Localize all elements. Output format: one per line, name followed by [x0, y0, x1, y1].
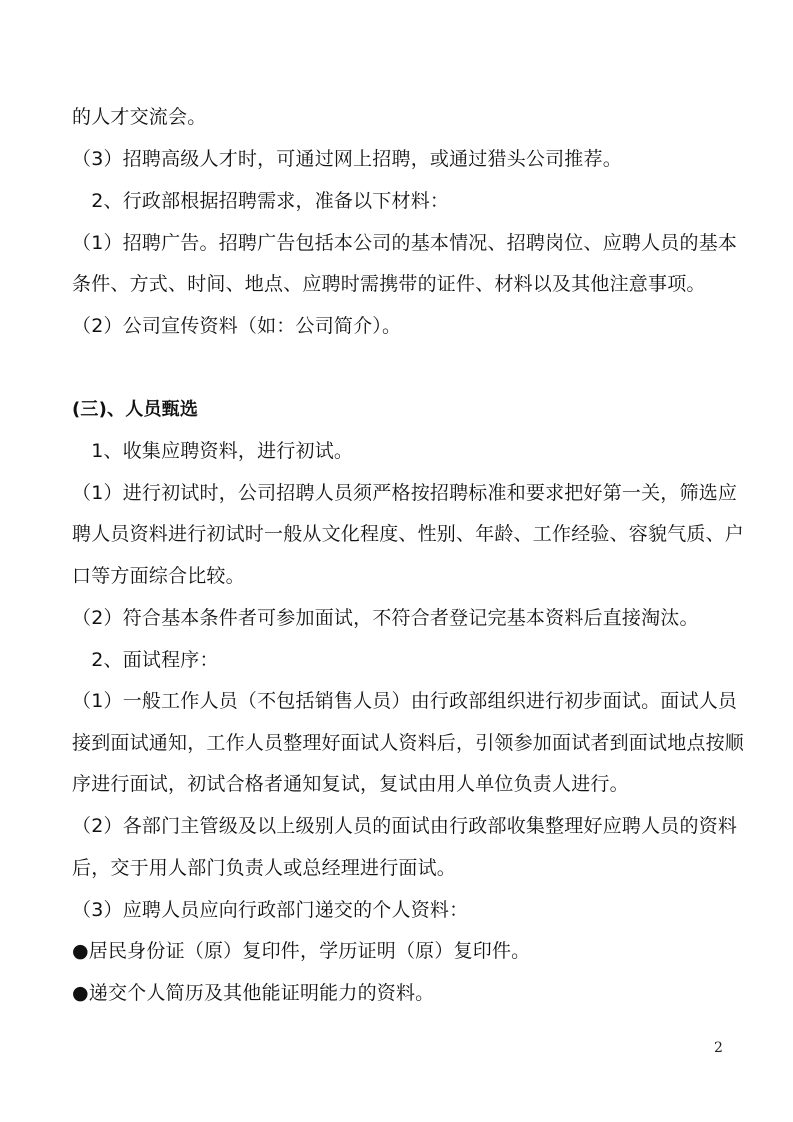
- text-line: 2、面试程序：: [72, 649, 219, 671]
- text-line: （3）应聘人员应向行政部门递交的个人资料：: [72, 899, 469, 921]
- section-heading: (三)、人员甄选: [72, 399, 199, 420]
- text-line: 序进行面试，初试合格者通知复试，复试由用人单位负责人进行。: [72, 773, 629, 795]
- text-line: 条件、方式、时间、地点、应聘时需携带的证件、材料以及其他注意事项。: [72, 273, 706, 295]
- text-line: 口等方面综合比较。: [72, 565, 245, 587]
- text-line: 聘人员资料进行初试时一般从文化程度、性别、年龄、工作经验、容貌气质、户: [72, 523, 745, 545]
- text-line: 1、收集应聘资料，进行初试。: [72, 440, 354, 462]
- bullet-item: ●居民身份证（原）复印件，学历证明（原）复印件。: [72, 940, 531, 962]
- text-line: （2）公司宣传资料（如：公司简介）。: [72, 315, 402, 337]
- text-line: 的人才交流会。: [72, 106, 207, 128]
- text-line: 2、行政部根据招聘需求，准备以下材料：: [72, 190, 450, 212]
- text-line: 接到面试通知，工作人员整理好面试人资料后，引领参加面试者到面试地点按顺: [72, 732, 745, 754]
- text-line: （2）符合基本条件者可参加面试，不符合者登记完基本资料后直接淘汰。: [72, 607, 699, 629]
- text-line: （1）一般工作人员（不包括销售人员）由行政部组织进行初步面试。面试人员: [72, 690, 738, 712]
- text-line: （1）进行初试时，公司招聘人员须严格按招聘标准和要求把好第一关，筛选应: [72, 482, 738, 504]
- text-line: 后，交于用人部门负责人或总经理进行面试。: [72, 857, 457, 879]
- text-line: （2）各部门主管级及以上级别人员的面试由行政部收集整理好应聘人员的资料: [72, 815, 738, 837]
- text-line: （3）招聘高级人才时，可通过网上招聘，或通过猎头公司推荐。: [72, 148, 622, 170]
- text-line: （1）招聘广告。招聘广告包括本公司的基本情况、招聘岗位、应聘人员的基本: [72, 232, 738, 254]
- page-number: 2: [714, 1040, 723, 1056]
- bullet-item: ●递交个人简历及其他能证明能力的资料。: [72, 982, 435, 1004]
